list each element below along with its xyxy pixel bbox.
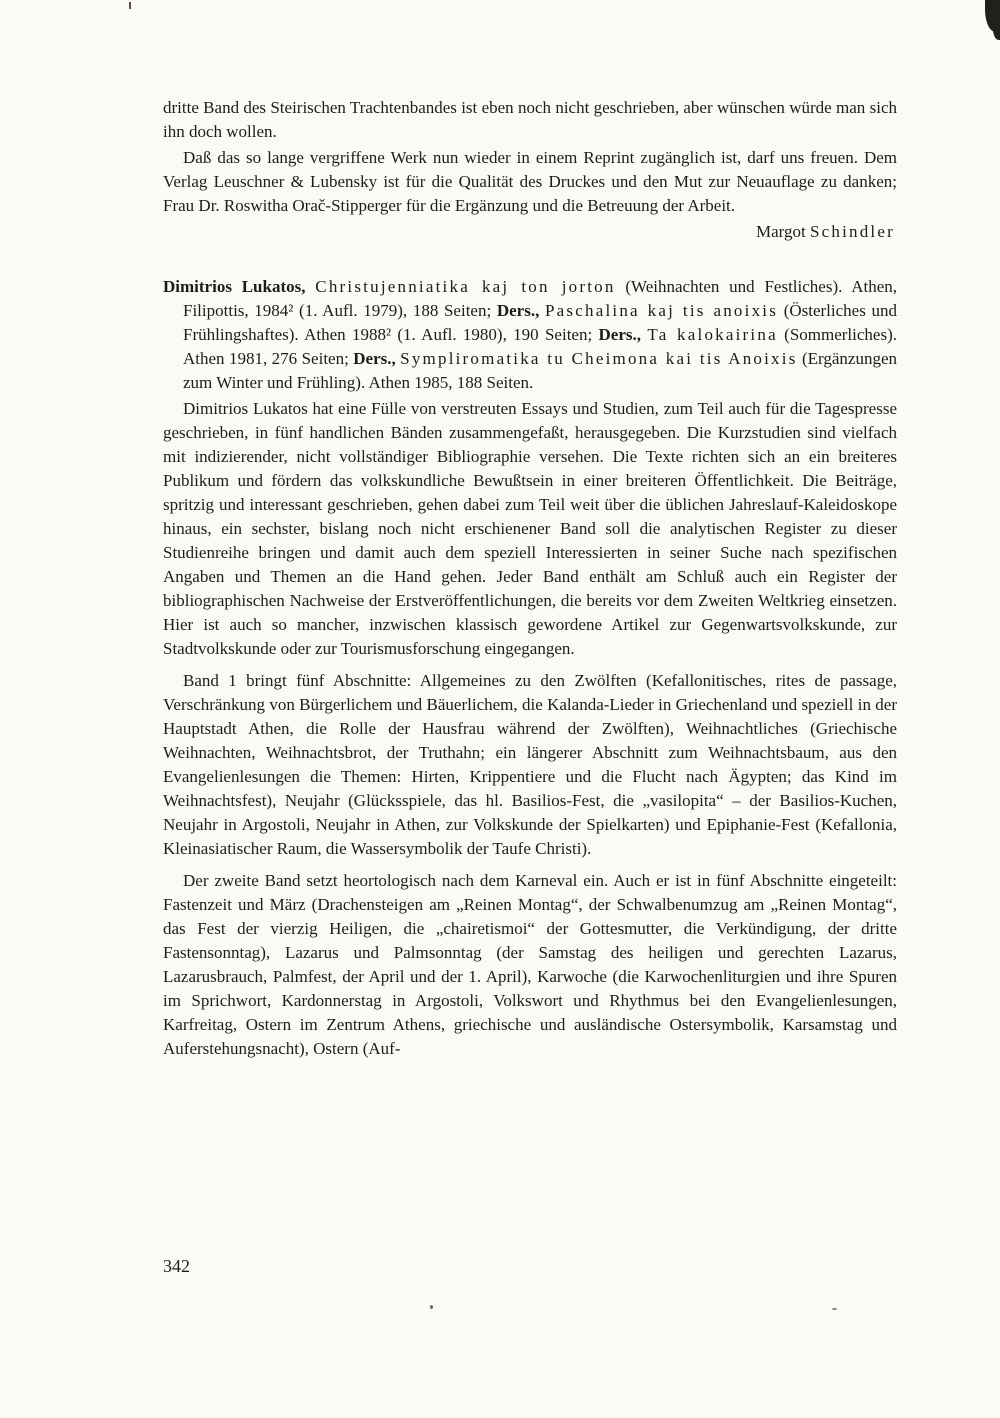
- review-details-4: (Ergänzungen zum Winter und Frühling). Athen 1985, 188 Seiten.: [183, 349, 898, 392]
- signature-last-name: Schindler: [809, 222, 895, 241]
- review-author: Dimitrios Lukatos,: [163, 277, 306, 296]
- review-title-1: Christujenniatika kaj ton jorton: [315, 277, 616, 296]
- paragraph-reprint: Daß das so lange vergriffene Werk nun wieder in einem Reprint zugänglich ist, darf uns freuen. Dem Verlag Leuschner & Lubensky ist für die Qualität des Druckes und den Mut zur Neuauflage zu danken; Frau Dr. Roswitha Orač-Stipperger für die Ergänzung und die Betreuung der Arbeit.: [163, 148, 897, 215]
- review-details-2: (Österliches und Frühlingshaftes). Athen 1988² (1. Aufl. 1980), 190 Seiten;: [183, 301, 897, 344]
- review-bibliographic-heading: [163, 275, 897, 395]
- page-number: 342: [163, 1256, 190, 1276]
- review-title-2: Paschalina kaj tis anoixis: [544, 301, 779, 320]
- scan-artifact-top-left: [129, 2, 131, 9]
- paragraph-band-2: Der zweite Band setzt heortologisch nach dem Karneval ein. Auch er ist in fünf Abschnitte eingeteilt: Fastenzeit und März (Drachensteigen am „Reinen Montag“, der Schwalbenumzug am „Reinen Montag“, das Fest der vierzig Heiligen, die „chairetismoi“ der Gottesmutter, die Verkündigung, der dritte Fastensonntag), Lazarus und Palmsonntag (der Samstag des heiligen und gerechten Lazarus, Lazarusbrauch, Palmfest, der April und der 1. April), Karwoche (die Karwochenliturgien und ihre Spuren im Sprichwort, Kardonnerstag in Argostoli, Volkswort und Rhythmus bei den Evangelienlesungen, Karfreitag, Ostern im Zentrum Athens, griechische und ausländische Ostersymbolik, Karsamstag und Auferstehungsnacht), Ostern (Auf-: [163, 871, 897, 1058]
- signature-first-name: Margot: [755, 222, 806, 241]
- review-details-1: (Weihnachten und Festliches). Athen, Filipottis, 1984² (1. Aufl. 1979), 188 Seiten;: [183, 277, 897, 320]
- review-title-4: Sympliromatika tu Cheimona kai tis Anoixis: [400, 349, 798, 368]
- scan-artifact-speck: [430, 1305, 433, 1309]
- review-details-3: (Sommerliches). Athen 1981, 276 Seiten;: [183, 325, 897, 368]
- review-ders-1: Ders.,: [496, 301, 540, 320]
- review-ders-3: Ders.,: [353, 349, 396, 368]
- paragraph-continuation: dritte Band des Steirischen Trachtenbandes ist eben noch nicht geschrieben, aber wünschen würde man sich ihn doch wollen.: [163, 98, 897, 141]
- review-signature: [163, 220, 897, 244]
- text-column: [163, 94, 897, 1061]
- review-title-3: Ta kalokairina: [647, 325, 778, 344]
- scan-artifact-top-right: [985, 0, 1000, 32]
- review-ders-2: Ders.,: [598, 325, 642, 344]
- scan-artifact-speck: [832, 1308, 837, 1310]
- paragraph-review-overview: Dimitrios Lukatos hat eine Fülle von verstreuten Essays und Studien, zum Teil auch für die Tagespresse geschrieben, in fünf handlichen Bänden zusammengefaßt, herausgegeben. Die Kurzstudien sind vielfach mit indizierender, nicht vollständiger Bibliographie versehen. Die Texte richten sich an ein breiteres Publikum und fördern das volkskundliche Bewußtsein in einer breiteren Öffentlichkeit. Die Beiträge, spritzig und interessant geschrieben, gehen dabei zum Teil weit über die üblichen Jahreslauf-Kaleidoskope hinaus, ein sechster, bislang noch nicht erschienener Band soll die analytischen Register zu dieser Studienreihe bringen und damit auch dem speziell Interessierten in seiner Suche nach spezifischen Angaben und Themen an die Hand gehen. Jeder Band enthält am Schluß auch ein Register der bibliographischen Nachweise der Erstveröffentlichungen, die bereits vor dem Zweiten Weltkrieg einsetzen. Hier ist auch so mancher, inzwischen klassisch gewordene Artikel zur Gegenwartsvolkskunde, zur Stadtvolkskunde oder zur Tourismusforschung eingegangen.: [163, 399, 897, 658]
- paragraph-band-1: Band 1 bringt fünf Abschnitte: Allgemeines zu den Zwölften (Kefallonitisches, rites de passage, Verschränkung von Bürgerlichem und Bäuerlichem, die Kalanda-Lieder in Griechenland und speziell in der Hauptstadt Athen, die Rolle der Hausfrau während der Zwölften), Weihnachtliches (Griechische Weihnachten, Weihnachtsbrot, der Truthahn; ein längerer Abschnitt zum Weihnachtsbaum, aus den Evangelienlesungen die Themen: Hirten, Krippentiere und die Flucht nach Ägypten; das Kind im Weihnachtsfest), Neujahr (Glücksspiele, das hl. Basilios-Fest, die „vasilopita“ – der Basilios-Kuchen, Neujahr in Argostoli, Neujahr in Athen, zur Volkskunde der Spielkarten) und Epiphanie-Fest (Kefallonia, Kleinasiatischer Raum, die Wassersymbolik der Taufe Christi).: [163, 671, 897, 858]
